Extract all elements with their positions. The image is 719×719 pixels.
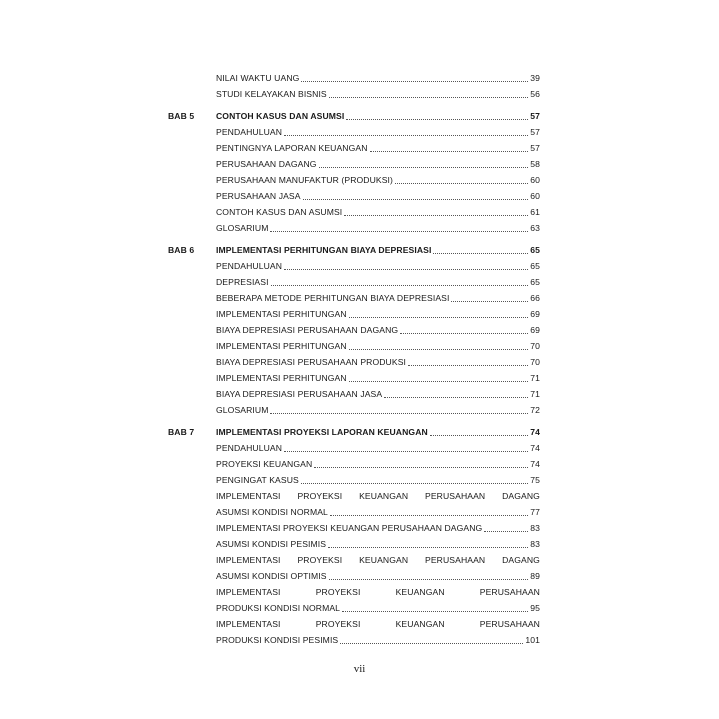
toc-entry-row [168, 220, 540, 236]
leader-dots [329, 579, 529, 580]
toc-entry-row [168, 632, 540, 648]
chapter-title: IMPLEMENTASI PERHITUNGAN BIAYA DEPRESIASI [216, 245, 432, 255]
toc-entry-body [216, 632, 540, 648]
entry-title: IMPLEMENTASI PROYEKSI KEUANGAN PERUSAHAAN DAGANG [216, 523, 483, 533]
toc-entry-body [216, 504, 540, 520]
toc-entry-row [168, 290, 540, 306]
entry-page-number: 71 [530, 389, 540, 399]
toc-entry-body [216, 204, 540, 220]
toc-entry-body [216, 456, 540, 472]
word: PERUSAHAAN [479, 587, 540, 597]
word: KEUANGAN [395, 619, 445, 629]
toc-entry-body [216, 520, 540, 536]
toc-entry-row [168, 86, 540, 102]
word: KEUANGAN [395, 587, 445, 597]
leader-dots [342, 611, 528, 612]
entry-page-number: 65 [530, 261, 540, 271]
toc-entry-row [168, 600, 540, 616]
word: PROYEKSI [315, 587, 361, 597]
toc-entry-body [216, 386, 540, 402]
word: PERUSAHAAN [425, 491, 486, 501]
toc-entry-row-wrapped [168, 584, 540, 600]
word: PERUSAHAAN [425, 555, 486, 565]
entry-page-number: 57 [530, 143, 540, 153]
toc-entry-row [168, 536, 540, 552]
toc-entry-row-wrapped [168, 552, 540, 568]
toc-entry-row [168, 124, 540, 140]
toc-entry-row [168, 274, 540, 290]
entry-page-number: 60 [530, 175, 540, 185]
word: KEUANGAN [359, 555, 409, 565]
toc-entry-body [216, 552, 540, 568]
entry-page-number: 65 [530, 245, 540, 255]
toc-entry-body [216, 370, 540, 386]
entry-page-number: 71 [530, 373, 540, 383]
word: PROYEKSI [297, 491, 343, 501]
toc-entry-body [216, 220, 540, 236]
toc-entry-row-wrapped [168, 488, 540, 504]
entry-title: CONTOH KASUS DAN ASUMSI [216, 207, 343, 217]
chapter-title: CONTOH KASUS DAN ASUMSI [216, 111, 345, 121]
toc-entry-body [216, 472, 540, 488]
toc-entry-body [216, 338, 540, 354]
entry-title: NILAI WAKTU UANG [216, 73, 300, 83]
toc-entry-body [216, 322, 540, 338]
toc-entry-body [216, 108, 540, 124]
word: PROYEKSI [315, 619, 361, 629]
leader-dots [330, 515, 528, 516]
word: IMPLEMENTASI [216, 491, 281, 501]
toc-entry-row [168, 568, 540, 584]
entry-page-number: 74 [530, 459, 540, 469]
leader-dots [451, 301, 528, 302]
leader-dots [284, 135, 528, 136]
entry-title: STUDI KELAYAKAN BISNIS [216, 89, 327, 99]
toc-entry-row [168, 386, 540, 402]
leader-dots [395, 183, 528, 184]
toc-chapter-row [168, 242, 540, 258]
entry-page-number: 57 [530, 111, 540, 121]
chapter-title: IMPLEMENTASI PROYEKSI LAPORAN KEUANGAN [216, 427, 428, 437]
entry-title: GLOSARIUM [216, 405, 269, 415]
entry-page-number: 101 [525, 635, 540, 645]
leader-dots [370, 151, 529, 152]
toc-entry-body [216, 440, 540, 456]
word: DAGANG [502, 491, 540, 501]
toc-entry-body [216, 402, 540, 418]
entry-page-number: 75 [530, 475, 540, 485]
entry-title: PROYEKSI KEUANGAN [216, 459, 313, 469]
entry-title: PRODUKSI KONDISI PESIMIS [216, 635, 339, 645]
toc-entry-body [216, 188, 540, 204]
entry-title: PENDAHULUAN [216, 261, 283, 271]
toc-entry-row [168, 402, 540, 418]
entry-page-number: 39 [530, 73, 540, 83]
entry-page-number: 65 [530, 277, 540, 287]
toc-entry-row [168, 370, 540, 386]
leader-dots [384, 397, 528, 398]
entry-title: PENGINGAT KASUS [216, 475, 299, 485]
toc-entry-body [216, 568, 540, 584]
entry-page-number: 74 [530, 443, 540, 453]
toc-entry-body [216, 274, 540, 290]
toc-entry-body [216, 86, 540, 102]
leader-dots [270, 413, 528, 414]
toc-entry-row [168, 456, 540, 472]
toc-entry-row [168, 204, 540, 220]
entry-page-number: 63 [530, 223, 540, 233]
entry-page-number: 70 [530, 341, 540, 351]
entry-title: DEPRESIASI [216, 277, 269, 287]
entry-page-number: 83 [530, 523, 540, 533]
toc-entry-body [216, 172, 540, 188]
toc-entry-row [168, 520, 540, 536]
word: DAGANG [502, 555, 540, 565]
toc-entry-body [216, 306, 540, 322]
word: PERUSAHAAN [479, 619, 540, 629]
leader-dots [314, 467, 528, 468]
leader-dots [270, 231, 528, 232]
leader-dots [349, 317, 529, 318]
entry-page-number: 74 [530, 427, 540, 437]
word: IMPLEMENTASI [216, 619, 281, 629]
toc-entry-body [216, 424, 540, 440]
entry-page-number: 69 [530, 309, 540, 319]
toc-entry-row [168, 172, 540, 188]
word: PROYEKSI [297, 555, 343, 565]
entry-page-number: 77 [530, 507, 540, 517]
entry-title: PERUSAHAAN JASA [216, 191, 301, 201]
toc-entry-row [168, 354, 540, 370]
entry-title: PRODUKSI KONDISI NORMAL [216, 603, 341, 613]
entry-page-number: 61 [530, 207, 540, 217]
toc-entry-row [168, 504, 540, 520]
leader-dots [340, 643, 523, 644]
toc-entry-body [216, 600, 540, 616]
toc-entry-row [168, 156, 540, 172]
toc-entry-row [168, 70, 540, 86]
toc-entry-row [168, 338, 540, 354]
entry-page-number: 57 [530, 127, 540, 137]
page-number: vii [353, 663, 366, 675]
entry-title-line1 [216, 488, 540, 504]
leader-dots [319, 167, 529, 168]
entry-page-number: 72 [530, 405, 540, 415]
entry-page-number: 66 [530, 293, 540, 303]
toc-entry-row-wrapped [168, 616, 540, 632]
leader-dots [433, 253, 528, 254]
entry-page-number: 89 [530, 571, 540, 581]
chapter-label: BAB 5 [168, 111, 195, 121]
leader-dots [284, 269, 528, 270]
entry-title: BIAYA DEPRESIASI PERUSAHAAN PRODUKSI [216, 357, 407, 367]
toc-entry-body [216, 290, 540, 306]
toc-entry-row [168, 258, 540, 274]
leader-dots [349, 349, 529, 350]
toc-entry-body [216, 616, 540, 632]
entry-title: ASUMSI KONDISI NORMAL [216, 507, 328, 517]
leader-dots [301, 81, 528, 82]
entry-title: PERUSAHAAN MANUFAKTUR (PRODUKSI) [216, 175, 394, 185]
entry-title: PENDAHULUAN [216, 443, 283, 453]
entry-title: PENTINGNYA LAPORAN KEUANGAN [216, 143, 368, 153]
entry-page-number: 60 [530, 191, 540, 201]
chapter-label: BAB 6 [168, 245, 195, 255]
toc-entry-body [216, 354, 540, 370]
toc-chapter-row [168, 108, 540, 124]
toc-entry-row [168, 188, 540, 204]
entry-title-line1 [216, 616, 540, 632]
word: IMPLEMENTASI [216, 555, 281, 565]
leader-dots [303, 199, 529, 200]
toc-entry-row [168, 140, 540, 156]
entry-title-line1 [216, 552, 540, 568]
entry-title: GLOSARIUM [216, 223, 269, 233]
entry-title: BIAYA DEPRESIASI PERUSAHAAN JASA [216, 389, 383, 399]
chapter-label: BAB 7 [168, 427, 195, 437]
toc-entry-row [168, 440, 540, 456]
leader-dots [301, 483, 528, 484]
entry-title-line1 [216, 584, 540, 600]
entry-page-number: 58 [530, 159, 540, 169]
entry-title: IMPLEMENTASI PERHITUNGAN [216, 341, 347, 351]
entry-title: ASUMSI KONDISI PESIMIS [216, 539, 327, 549]
toc-entry-body [216, 488, 540, 504]
entry-title: BEBERAPA METODE PERHITUNGAN BIAYA DEPRESIASI [216, 293, 450, 303]
entry-title: IMPLEMENTASI PERHITUNGAN [216, 373, 347, 383]
table-of-contents [168, 70, 540, 648]
entry-page-number: 70 [530, 357, 540, 367]
toc-entry-body [216, 140, 540, 156]
leader-dots [346, 119, 528, 120]
word: IMPLEMENTASI [216, 587, 281, 597]
toc-entry-body [216, 156, 540, 172]
entry-title: IMPLEMENTASI PERHITUNGAN [216, 309, 347, 319]
toc-entry-body [216, 584, 540, 600]
leader-dots [400, 333, 528, 334]
toc-entry-row [168, 472, 540, 488]
entry-title: BIAYA DEPRESIASI PERUSAHAAN DAGANG [216, 325, 399, 335]
toc-chapter-row [168, 424, 540, 440]
entry-page-number: 95 [530, 603, 540, 613]
toc-entry-row [168, 322, 540, 338]
word: KEUANGAN [359, 491, 409, 501]
entry-title: PENDAHULUAN [216, 127, 283, 137]
toc-entry-row [168, 306, 540, 322]
entry-title: ASUMSI KONDISI OPTIMIS [216, 571, 327, 581]
leader-dots [349, 381, 529, 382]
entry-title: PERUSAHAAN DAGANG [216, 159, 317, 169]
leader-dots [430, 435, 528, 436]
leader-dots [408, 365, 528, 366]
entry-page-number: 83 [530, 539, 540, 549]
leader-dots [344, 215, 528, 216]
toc-entry-body [216, 258, 540, 274]
leader-dots [484, 531, 528, 532]
toc-entry-body [216, 70, 540, 86]
toc-entry-body [216, 536, 540, 552]
entry-page-number: 69 [530, 325, 540, 335]
toc-entry-body [216, 242, 540, 258]
leader-dots [329, 97, 528, 98]
leader-dots [328, 547, 528, 548]
leader-dots [271, 285, 529, 286]
toc-entry-body [216, 124, 540, 140]
entry-page-number: 56 [530, 89, 540, 99]
leader-dots [284, 451, 528, 452]
